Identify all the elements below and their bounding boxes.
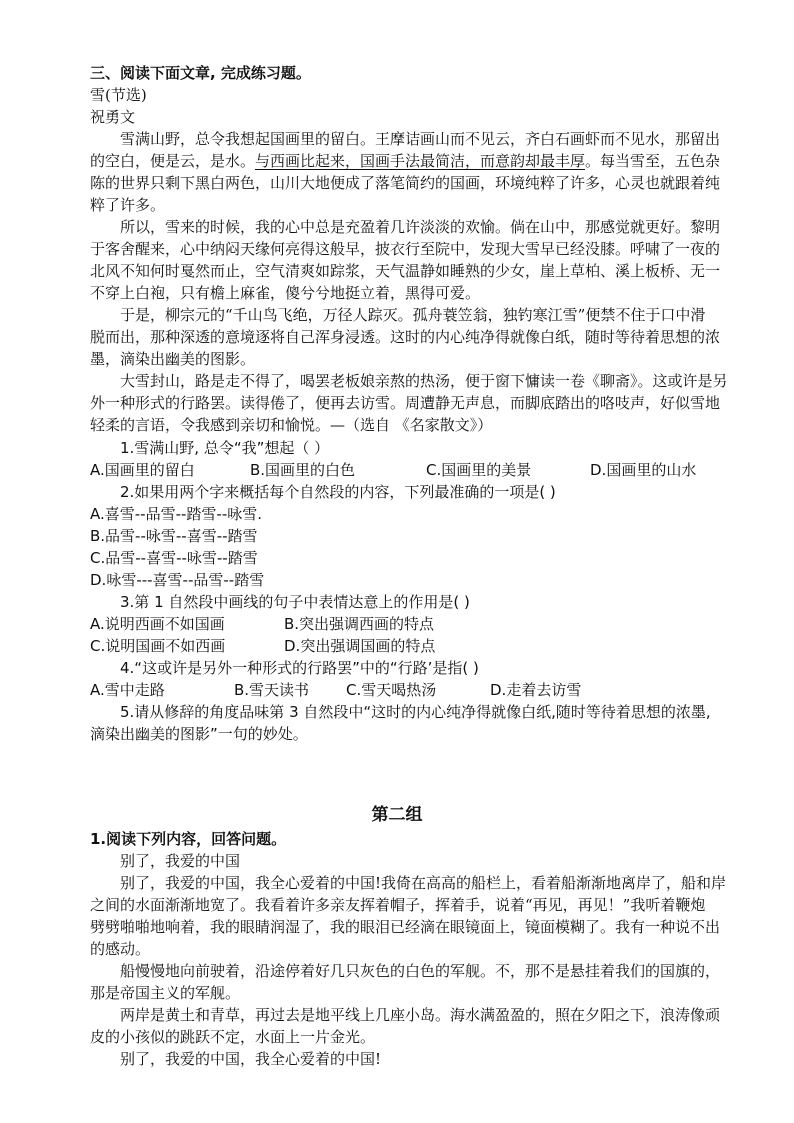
q1-option-b: B.国画里的白色 (250, 461, 356, 479)
question-1: 1.雪满山野, 总令“我”想起（ ） (120, 439, 330, 457)
p2-line2: 于客舍醒来，心中纳闷天缘何亮得这般早，披衣行至院中，发现大雪早已经没膝。呼啸了一夜的 (90, 240, 721, 258)
q2-option-c: C.品雪--喜雪--咏雪--踏雪 (90, 549, 258, 567)
q2-option-a: A.喜雪--品雪--踏雪--咏雪. (90, 505, 263, 523)
question-3-options-row1 (90, 613, 730, 635)
g2-p1-line2: 之间的水面渐渐地宽了。我看着许多亲友挥着帽子，挥着手，说着“再见，再见！”我听着鞭炮 (90, 896, 706, 914)
p2-line4: 不穿上白袍，只有檐上麻雀，傻兮兮地挺立着，黑得可爱。 (90, 284, 481, 302)
g2-p1-line1: 别了，我爱的中国，我全心爱着的中国!我倚在高高的船栏上，看着船渐渐地离岸了，船和岸 (120, 874, 727, 892)
group2-question-heading: 1.阅读下列内容，回答问题。 (90, 830, 287, 848)
g2-p3-line2: 皮的小孩似的跳跃不定，水面上一片金光。 (90, 1028, 376, 1046)
question-4: 4.“这或许是另外一种形式的行路罢”中的“行路’是指( ) (120, 659, 479, 677)
q1-option-c: C.国画里的美景 (426, 461, 532, 479)
g2-p2-line1: 船慢慢地向前驶着，沿途停着好几只灰色的白色的军舰。不，那不是悬挂着我们的国旗的， (120, 962, 721, 980)
q4-option-d: D.走着去访雪 (490, 681, 582, 699)
question-3-options-row2 (90, 635, 730, 657)
q2-option-b: B.品雪--咏雪--喜雪--踏雪 (90, 527, 258, 545)
p1-line2-end: 。每当雪至，五色杂 (585, 152, 721, 170)
p1-line2 (90, 150, 730, 172)
q3-option-a: A.说明西画不如国画 (90, 615, 225, 633)
p1-line1: 雪满山野，总令我想起国画里的留白。王摩诘画山而不见云，齐白石画虾而不见水，那留出 (120, 130, 721, 148)
p1-line4: 粹了许多。 (90, 196, 166, 214)
p1-line2-start: 的空白，便是云，是水。 (90, 152, 256, 170)
q3-option-d: D.突出强调国画的特点 (284, 637, 436, 655)
question-4-options (90, 679, 730, 701)
group-title: 第二组 (371, 805, 423, 825)
article-author: 祝勇文 (90, 108, 136, 126)
group2-subtitle: 别了，我爱的中国 (120, 852, 241, 870)
question-1-options (90, 459, 730, 481)
p4-line2: 外一种形式的行路罢。读得倦了，便再去访雪。周遭静无声息，而脚底踏出的咯吱声，好似雪地 (90, 394, 721, 412)
p3-line2: 脱而出，那种深透的意境逐将自己浑身浸透。这时的内心纯净得就像白纸，随时等待着思想的浓 (90, 328, 721, 346)
question-3: 3.第 1 自然段中画线的句子中表情达意上的作用是( ) (120, 593, 470, 611)
q2-option-d: D.咏雪---喜雪--品雪--踏雪 (90, 571, 265, 589)
section-heading: 三、阅读下面文章, 完成练习题。 (90, 64, 311, 82)
q1-option-a: A.国画里的留白 (90, 461, 195, 479)
p3-line3: 墨，滴染出幽美的图影。 (90, 350, 256, 368)
p4-line3: 轻柔的言语，令我感到亲切和愉悦。—（选自 《名家散文》） (90, 416, 493, 434)
p2-line1: 所以，雪来的时候，我的心中总是充盈着几许淡淡的欢愉。倘在山中，那感觉就更好。黎明 (120, 218, 721, 236)
underlined-sentence: 与西画比起来，国画手法最简洁，而意韵却最丰厚 (255, 152, 586, 170)
g2-p1-line4: 的感动。 (90, 940, 151, 958)
p1-line3: 陈的世界只剩下黑白两色，山川大地便成了落笔简约的国画，环境纯粹了许多，心灵也就跟着纯 (90, 174, 721, 192)
q1-option-d: D.国画里的山水 (590, 461, 697, 479)
question-2: 2.如果用两个字来概括每个自然段的内容，下列最准确的一项是( ) (120, 483, 556, 501)
question-5-line1: 5.请从修辞的角度品味第 3 自然段中“这时的内心纯净得就像白纸,随时等待着思想的浓墨, (120, 703, 711, 721)
q4-option-c: C.雪天喝热汤 (346, 681, 437, 699)
q3-option-c: C.说明国画不如西画 (90, 637, 226, 655)
g2-p1-line3: 劈劈啪啪地响着，我的眼睛润湿了，我的眼泪已经滴在眼镜面上，镜面模糊了。我有一种说不出 (90, 918, 721, 936)
p3-line1: 于是，柳宗元的“千山鸟飞绝，万径人踪灭。孤舟蓑笠翁，独钓寒江雪”便禁不住于口中滑 (120, 306, 706, 324)
q3-option-b: B.突出强调西画的特点 (284, 615, 435, 633)
g2-p4-line1: 别了，我爱的中国，我全心爱着的中国! (120, 1050, 382, 1068)
p4-line1: 大雪封山，路是走不得了，喝罢老板娘亲熬的热汤，便于窗下慵读一卷《聊斋》。这或许是另 (120, 372, 728, 390)
g2-p2-line2: 那是帝国主义的军舰。 (90, 984, 241, 1002)
article-title: 雪(节选) (90, 86, 147, 104)
question-5-line2: 滴染出幽美的图影”一句的妙处。 (90, 725, 308, 743)
g2-p3-line1: 两岸是黄土和青草，再过去是地平线上几座小岛。海水满盈盈的，照在夕阳之下，浪涛像顽 (120, 1006, 721, 1024)
q4-option-a: A.雪中走路 (90, 681, 165, 699)
p2-line3: 北风不知何时戛然而止，空气清爽如踪浆，天气温静如睡熟的少女，崖上草柏、溪上板桥、无一 (90, 262, 721, 280)
q4-option-b: B.雪天读书 (234, 681, 310, 699)
